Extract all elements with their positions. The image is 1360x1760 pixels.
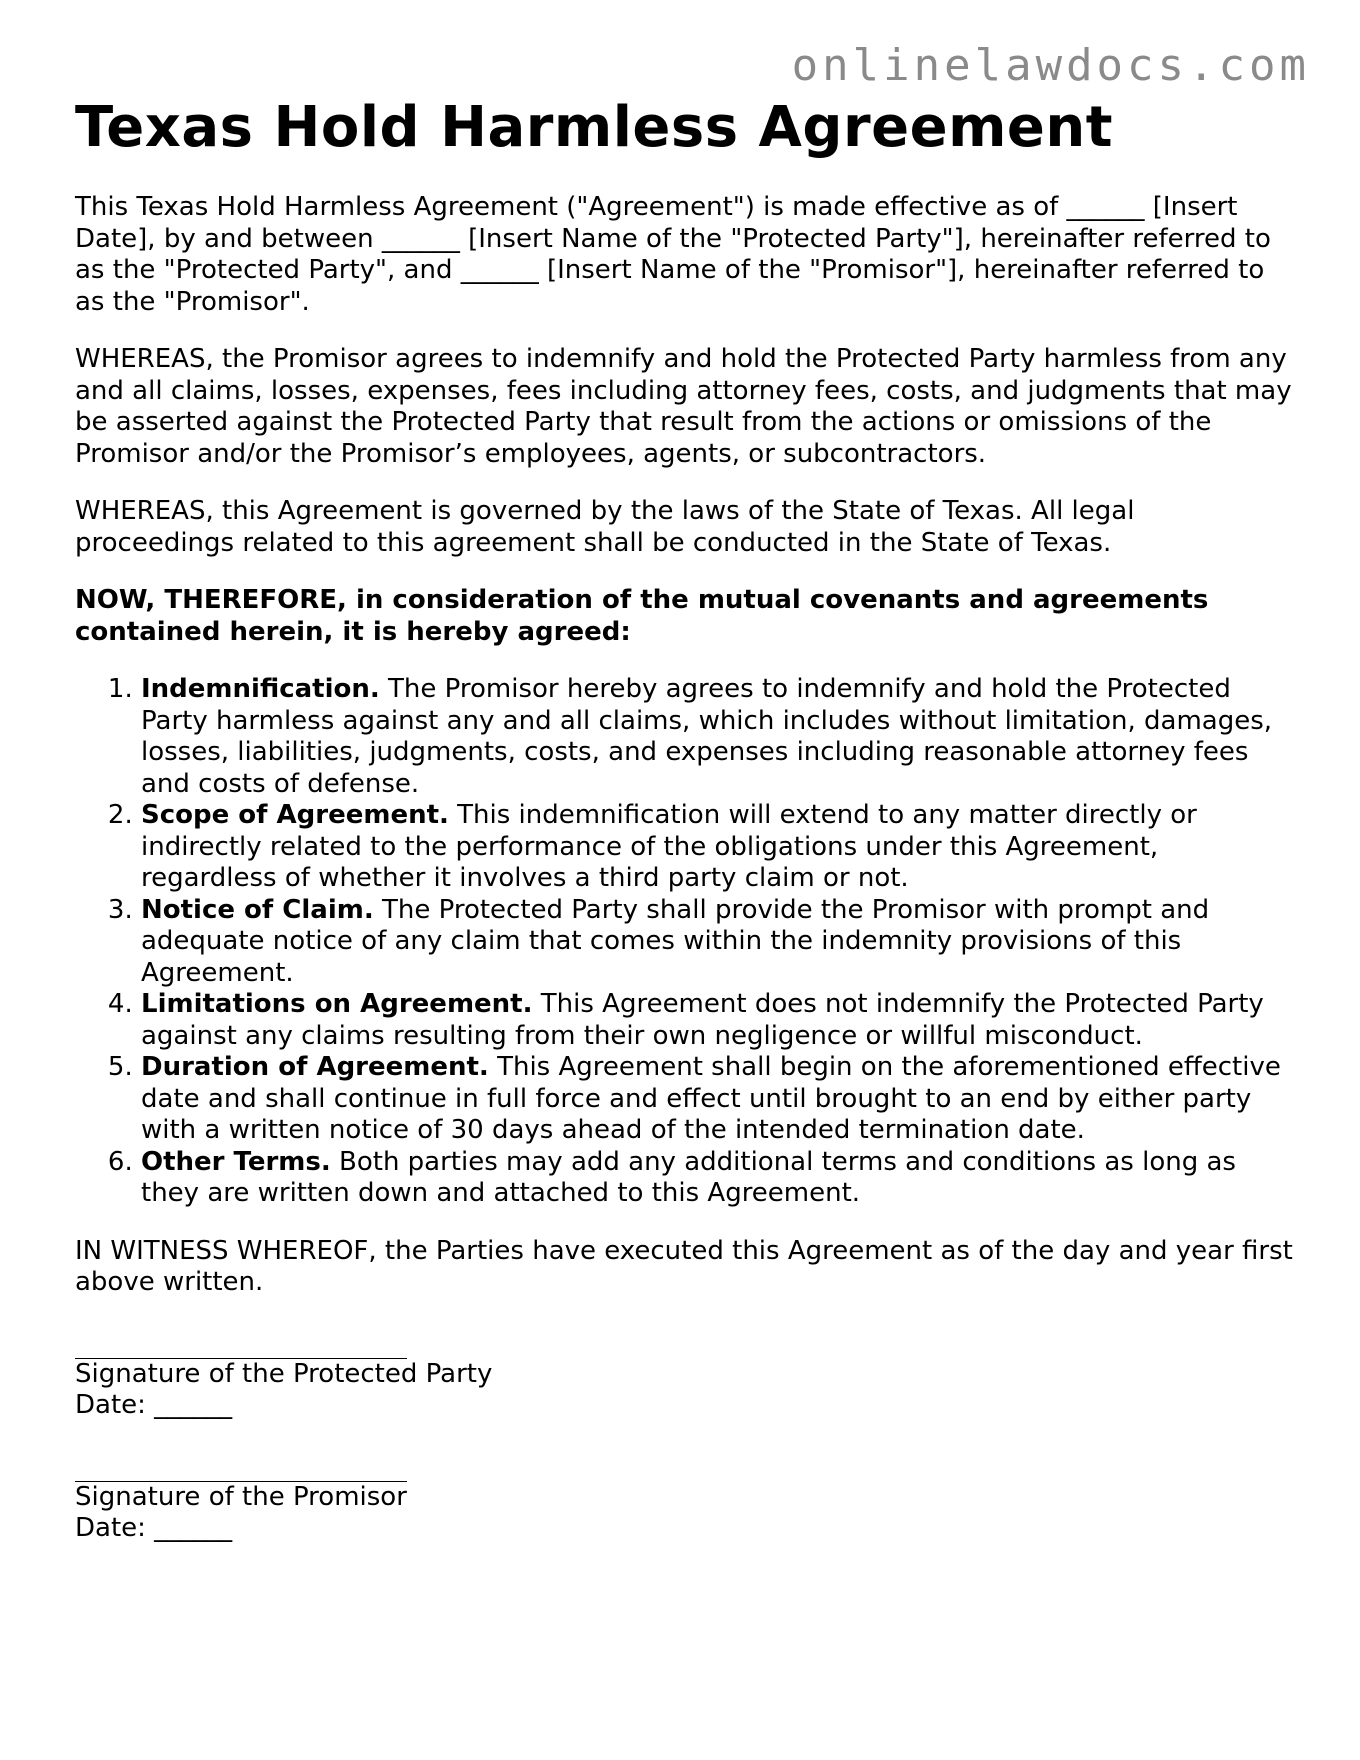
document-title: Texas Hold Harmless Agreement bbox=[75, 95, 1114, 160]
whereas-paragraph-2: WHEREAS, this Agreement is governed by the laws of the State of Texas. All legal proceedings related to this agreement shall be conducted in the State of Texas. bbox=[75, 496, 1135, 558]
clause-text: This indemnification will extend to any matter directly or indirectly related to the performance of the obligations under this Agreement, regardless of whether it involves a third party claim or not. bbox=[141, 800, 1197, 893]
clause-item bbox=[141, 674, 1295, 800]
clause-item bbox=[141, 800, 1295, 895]
clause-text: Both parties may add any additional terms and conditions as long as they are written down and attached to this Agreement. bbox=[141, 1146, 1236, 1208]
witness-paragraph: IN WITNESS WHEREOF, the Parties have executed this Agreement as of the day and year first above written. bbox=[75, 1235, 1293, 1297]
clause-heading: Notice of Claim. bbox=[141, 894, 374, 925]
now-therefore-heading: NOW, THEREFORE, in consideration of the mutual covenants and agreements contained herein, it is hereby agreed: bbox=[75, 585, 1209, 647]
clause-item bbox=[141, 989, 1295, 1052]
signature-label: Signature of the Protected Party bbox=[75, 1358, 493, 1389]
signature-label: Signature of the Promisor bbox=[75, 1481, 407, 1512]
intro-paragraph: This Texas Hold Harmless Agreement ("Agreement") is made effective as of ______ [Insert Date], by and between ______ [Insert Name of the "Protected Party"], hereinafter referred to as the "Protected Party", and ______ [Insert Name of the "Promisor"], hereinafter referred to as the "Promisor". bbox=[75, 192, 1271, 317]
clause-list bbox=[75, 674, 1295, 1210]
watermark-text: onlinelawdocs.com bbox=[791, 40, 1310, 91]
clause-item bbox=[141, 895, 1295, 990]
clause-heading: Duration of Agreement. bbox=[141, 1052, 489, 1082]
clause-heading: Limitations on Agreement. bbox=[141, 989, 533, 1019]
clause-heading: Scope of Agreement. bbox=[141, 800, 449, 830]
signature-block-promisor bbox=[75, 1452, 1295, 1545]
document-page bbox=[75, 96, 1295, 1545]
clause-text: This Agreement does not indemnify the Protected Party against any claims resulting from their own negligence or willful misconduct. bbox=[141, 989, 1264, 1051]
signature-line[interactable] bbox=[75, 1452, 407, 1482]
clause-text: The Protected Party shall provide the Promisor with prompt and adequate notice of any claim that comes within the indemnity provisions of this Agreement. bbox=[141, 894, 1210, 988]
signature-line[interactable] bbox=[75, 1329, 407, 1359]
signature-date: Date: ______ bbox=[75, 1390, 233, 1420]
clause-text: The Promisor hereby agrees to indemnify and hold the Protected Party harmless against any and all claims, which includes without limitation, damages, losses, liabilities, judgments, costs, and expenses including reasonable attorney fees and costs of defense. bbox=[141, 674, 1273, 799]
signature-date: Date: ______ bbox=[75, 1513, 233, 1543]
clause-text: This Agreement shall begin on the aforementioned effective date and shall continue in full force and effect until brought to an end by either party with a written notice of 30 days ahead of the intended termination date. bbox=[141, 1052, 1281, 1145]
signature-block-protected-party bbox=[75, 1329, 1295, 1422]
whereas-paragraph-1: WHEREAS, the Promisor agrees to indemnify and hold the Protected Party harmless from any and all claims, losses, expenses, fees including attorney fees, costs, and judgments that may be asserted against the Protected Party that result from the actions or omissions of the Promisor and/or the Promisor’s employees, agents, or subcontractors. bbox=[75, 344, 1292, 469]
clause-item bbox=[141, 1147, 1295, 1210]
clause-heading: Indemnification. bbox=[141, 674, 380, 704]
clause-heading: Other Terms. bbox=[141, 1146, 331, 1177]
clause-item bbox=[141, 1052, 1295, 1147]
